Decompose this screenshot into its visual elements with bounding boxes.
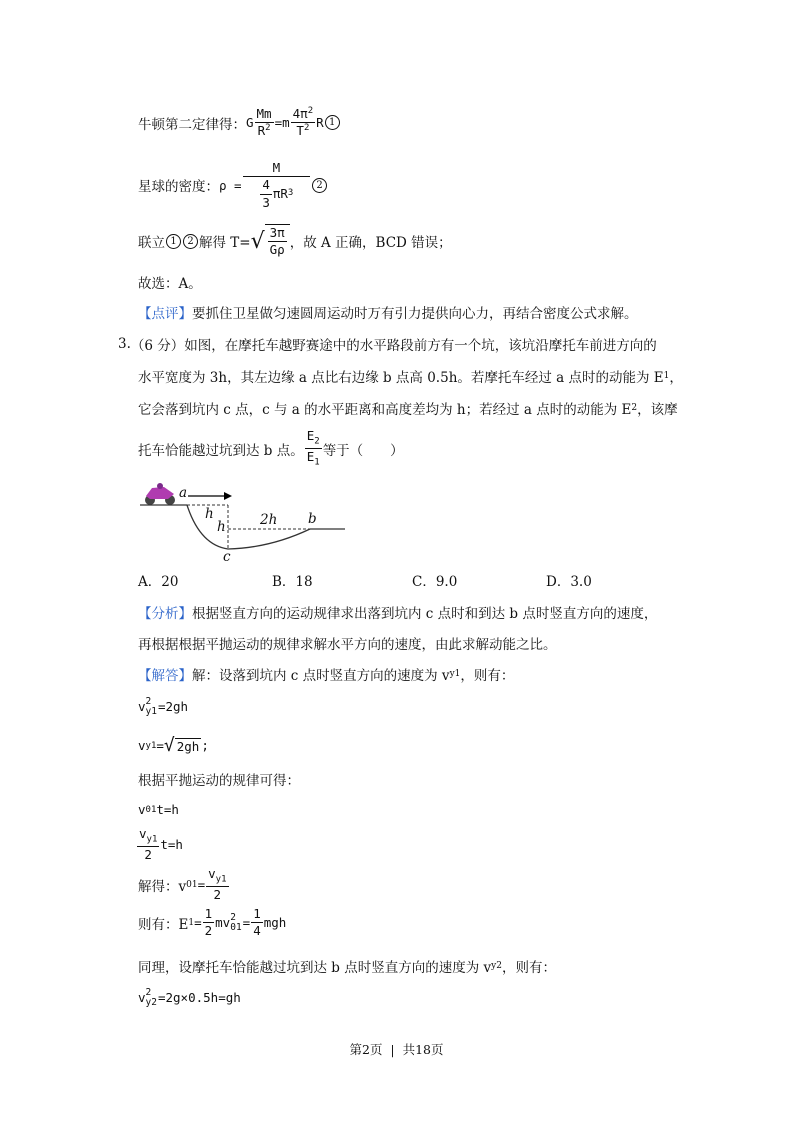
option-d: D．3.0 bbox=[546, 574, 592, 590]
math: v bbox=[138, 802, 146, 817]
option-b: B．18 bbox=[272, 574, 313, 590]
numerator bbox=[206, 866, 228, 887]
sup: 2 bbox=[230, 912, 236, 924]
fraction bbox=[203, 906, 215, 940]
math: v bbox=[138, 738, 146, 753]
analysis-tag: 【分析】 bbox=[138, 606, 192, 622]
fraction bbox=[206, 866, 228, 903]
math: = bbox=[197, 877, 206, 893]
text: 水平宽度为 3h，其左边缘 a 点比右边缘 b 点高 0.5h。若摩托车经过 a 点时的动能为 E bbox=[138, 370, 664, 386]
math: t=h bbox=[160, 837, 183, 853]
page-footer bbox=[0, 1040, 793, 1058]
text: 根据竖直方向的运动规律求出落到坑内 c 点时和到达 b 点时竖直方向的速度， bbox=[192, 606, 658, 622]
radical-icon: √ bbox=[250, 228, 265, 254]
circled-number: 2 bbox=[183, 234, 198, 249]
numerator: 3π bbox=[268, 225, 287, 242]
equation-6 bbox=[138, 906, 286, 940]
text: 同理，设摩托车恰能越过坑到达 b 点时竖直方向的速度为 v bbox=[138, 960, 492, 976]
exp: 3 bbox=[287, 188, 294, 199]
question-number: 3. bbox=[118, 336, 131, 352]
same-line bbox=[138, 956, 556, 976]
label: 则有：E bbox=[138, 916, 189, 933]
separator: | bbox=[390, 1042, 395, 1057]
radicand: 2gh bbox=[176, 738, 200, 754]
option-a: A．20 bbox=[138, 574, 179, 590]
label: 解得：v bbox=[138, 878, 187, 895]
math: v bbox=[138, 990, 146, 1005]
analysis-line-2: 再根据根据平抛运动的规律求解水平方向的速度，由此求解动能之比。 bbox=[138, 637, 557, 653]
numerator: 1 bbox=[203, 906, 215, 923]
text: 要抓住卫星做匀速圆周运动时万有引力提供向心力，再结合密度公式求解。 bbox=[192, 306, 638, 322]
math: =2gh bbox=[157, 699, 189, 714]
exp: 2 bbox=[303, 123, 310, 134]
label: 星球的密度： bbox=[138, 179, 219, 196]
sub: 01 bbox=[145, 804, 157, 815]
den: E bbox=[306, 449, 315, 465]
denominator: 2 bbox=[144, 847, 152, 863]
math: G bbox=[246, 115, 254, 131]
text: 解：设落到坑内 c 点时竖直方向的速度为 v bbox=[192, 668, 450, 684]
sup: 2 bbox=[145, 696, 152, 707]
text: ，则有： bbox=[501, 960, 556, 976]
den: T bbox=[296, 123, 304, 139]
num: E bbox=[306, 428, 315, 443]
sub: 2 bbox=[314, 436, 320, 447]
fraction bbox=[251, 906, 263, 940]
circled-number: 1 bbox=[325, 115, 340, 130]
num: v bbox=[139, 826, 147, 841]
text: 它会落到坑内 c 点，c 与 a 的水平距离和高度差均为 h；若经过 a 点时的动能为 E bbox=[138, 402, 632, 418]
sub: 1 bbox=[314, 457, 320, 468]
answer-tag: 【解答】 bbox=[138, 668, 192, 684]
sub: y1 bbox=[145, 705, 157, 717]
sup: 2 bbox=[145, 987, 152, 998]
circled-number: 2 bbox=[312, 178, 327, 193]
equation-2 bbox=[138, 735, 209, 756]
rule-line: 根据平抛运动的规律可得： bbox=[138, 773, 300, 789]
sub: 01 bbox=[186, 879, 198, 890]
choice-line: 故选：A。 bbox=[138, 276, 202, 292]
text: ，则有： bbox=[460, 668, 515, 684]
option-c: C．9.0 bbox=[412, 574, 458, 590]
text: ，该摩 bbox=[637, 402, 678, 418]
circled-number: 1 bbox=[166, 234, 181, 249]
label-h: h bbox=[205, 506, 214, 522]
math: mv bbox=[215, 915, 231, 931]
equation-1 bbox=[138, 697, 188, 716]
fraction bbox=[137, 826, 159, 863]
answer-intro bbox=[138, 664, 514, 684]
motorcycle-icon bbox=[145, 483, 175, 505]
math: = bbox=[194, 915, 202, 931]
math: v bbox=[138, 699, 146, 714]
sub: 1 bbox=[188, 917, 195, 928]
label-a: a bbox=[179, 485, 188, 501]
sub: 1 bbox=[663, 371, 670, 381]
den: πR bbox=[272, 185, 288, 201]
label-c: c bbox=[223, 549, 231, 565]
sub: y2 bbox=[491, 961, 502, 971]
total-pages: 共18页 bbox=[402, 1042, 444, 1057]
text: 等于（ ） bbox=[322, 442, 404, 459]
denominator: 2 bbox=[213, 887, 222, 903]
math: ; bbox=[201, 738, 209, 753]
denominator: 4 bbox=[253, 923, 261, 939]
num: v bbox=[208, 866, 216, 881]
math: t=h bbox=[156, 802, 179, 817]
math: R bbox=[316, 115, 324, 131]
equation-5 bbox=[138, 866, 230, 903]
sub: 2 bbox=[631, 403, 638, 413]
math: = bbox=[156, 738, 164, 753]
math: =m bbox=[274, 115, 290, 131]
math: = bbox=[242, 915, 251, 931]
numerator: 1 bbox=[251, 906, 263, 923]
denominator: 3 bbox=[262, 194, 270, 210]
numerator: 4 bbox=[260, 177, 272, 194]
text: ， bbox=[669, 370, 683, 386]
den: R bbox=[257, 123, 266, 139]
label-h: h bbox=[217, 519, 226, 535]
sub: y2 bbox=[145, 996, 157, 1008]
arrowhead-icon bbox=[224, 492, 232, 500]
equation-4 bbox=[136, 826, 183, 863]
numerator: M bbox=[243, 160, 311, 177]
num: 4π bbox=[292, 106, 308, 122]
label-2h: 2h bbox=[260, 512, 278, 528]
label: 解得 T= bbox=[199, 235, 251, 252]
label: 联立 bbox=[138, 235, 165, 252]
sub: 01 bbox=[230, 921, 242, 933]
analysis-line-1 bbox=[138, 602, 657, 622]
exp: 2 bbox=[307, 106, 314, 116]
label-b: b bbox=[308, 511, 317, 527]
sub: y1 bbox=[145, 740, 157, 751]
numerator bbox=[137, 826, 159, 847]
sub: y1 bbox=[215, 874, 227, 885]
label: 牛顿第二定律得： bbox=[138, 116, 246, 133]
math: ρ = bbox=[219, 177, 242, 193]
numerator: Mm bbox=[255, 106, 274, 123]
text: （6 分）如图，在摩托车越野赛途中的水平路段前方有一个坑，该坑沿摩托车前进方向的 bbox=[130, 338, 657, 354]
equation-7 bbox=[138, 988, 241, 1007]
exp: 2 bbox=[265, 123, 271, 134]
page-number: 第2页 bbox=[349, 1042, 383, 1057]
text: ，故 A 正确，BCD 错误； bbox=[289, 235, 452, 252]
review-tag: 【点评】 bbox=[138, 306, 192, 322]
math: =2g×0.5h=gh bbox=[157, 990, 241, 1005]
denominator: Gρ bbox=[269, 242, 285, 258]
radical-icon: √ bbox=[163, 735, 175, 756]
sub: y1 bbox=[449, 669, 461, 679]
math: mgh bbox=[263, 915, 287, 931]
equation-3 bbox=[138, 802, 179, 817]
sub: y1 bbox=[146, 834, 158, 845]
denominator: 2 bbox=[204, 923, 213, 939]
text: 托车恰能越过坑到达 b 点。 bbox=[138, 442, 304, 459]
sqrt bbox=[164, 735, 201, 756]
